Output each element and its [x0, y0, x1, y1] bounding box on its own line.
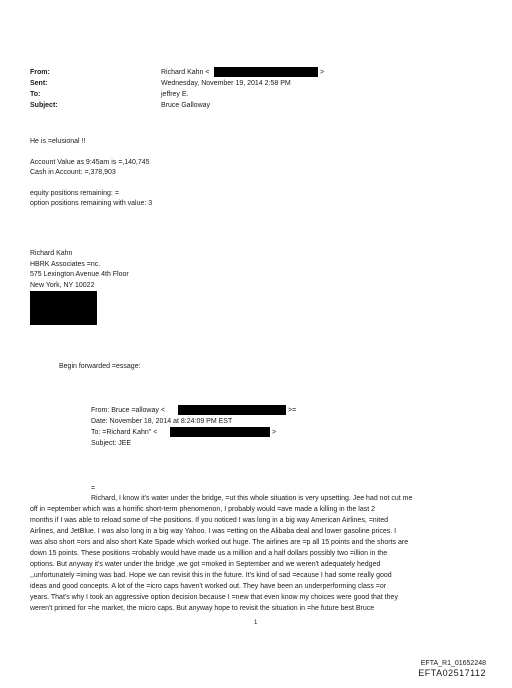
- forward-from-tail: >=: [288, 407, 297, 414]
- subject-value: Bruce Galloway: [161, 102, 211, 109]
- redaction-bar: [170, 427, 270, 437]
- subject-label: Subject:: [30, 102, 58, 109]
- forward-begin: Begin forwarded =essage:: [59, 363, 141, 370]
- account-value: Account Value as 9:45am is =,140,745: [30, 159, 150, 166]
- message-line: months if I was able to reload some of =he positions. If you noticed I was long in a big way American Airlines, =nited: [30, 517, 388, 524]
- signature-address: 575 Lexington Avenue 4th Floor: [30, 271, 129, 278]
- forward-from: From: Bruce =alloway <: [91, 407, 165, 414]
- message-line: options. But anyway it's water under the bridge ,we got =moked in September and we weren't adequately hedged: [30, 561, 381, 568]
- cash-in-account: Cash in Account: =,378,903: [30, 169, 116, 176]
- message-line: down 15 points. These positions =robably would have made us a million and a half dollars possibly two =illion in the: [30, 550, 388, 557]
- message-line: Airlines, and JetBlue. I was also long in a big way Yahoo. I was =etting on the Alibaba deal and lower gasoline prices. I: [30, 528, 397, 535]
- forward-date: Date: November 18, 2014 at 8:24:09 PM EST: [91, 418, 233, 425]
- from-value: Richard Kahn <: [161, 69, 210, 76]
- signature-name: Richard Kahn: [30, 250, 73, 257]
- sent-value: Wednesday, November 19, 2014 2:58 PM: [161, 80, 291, 87]
- from-tail: >: [320, 69, 325, 76]
- equity-positions: equity positions remaining: =: [30, 190, 119, 197]
- from-label: From:: [30, 69, 50, 76]
- forward-to: To: =Richard Kahn" <: [91, 429, 158, 436]
- body-line-1: He is =elusional !!: [30, 138, 86, 145]
- page-number: 1: [254, 620, 258, 626]
- message-line: ,,unfortunately =iming was bad. Hope we can revisit this in the future. It's kind of sad =ecause I had some really good: [30, 572, 392, 579]
- message-line: Richard, I know it's water under the bridge, =ut this whole situation is very upsetting. Jee had not cut me: [91, 495, 413, 502]
- message-line: off in =eptember which was a horrific short-term phenomenon, I probably would =ave made a killing in the last 2: [30, 506, 375, 513]
- message-line: years. That's why I took an aggressive option decision because I =new that even know my choices were good that they: [30, 594, 398, 601]
- signature-city: New York, NY 10022: [30, 282, 95, 289]
- redaction-bar: [214, 67, 318, 77]
- efta-id-2: EFTA02517112: [418, 668, 486, 678]
- redaction-bar: [178, 405, 286, 415]
- efta-id-1: EFTA_R1_01652248: [420, 660, 486, 667]
- to-value: jeffrey E.: [161, 91, 189, 98]
- forward-to-tail: >: [272, 429, 277, 436]
- signature-company: HBRK Associates =nc.: [30, 261, 101, 268]
- to-label: To:: [30, 91, 41, 98]
- forward-subject: Subject: JEE: [91, 440, 132, 447]
- message-line: was also short =ors and also short Kate Spade which worked out huge. The airlines are =p all 15 points and the shorts are: [30, 539, 409, 546]
- message-eq: =: [91, 485, 96, 492]
- option-positions: option positions remaining with value: 3: [30, 200, 153, 207]
- sent-label: Sent:: [30, 80, 48, 87]
- message-line: weren't primed for =he market, the micro caps. But anyway hope to revisit the situation in =he future best Bruce: [30, 605, 375, 612]
- redaction-bar: [30, 291, 97, 325]
- message-line: ideas and good concepts. A lot of the =icro caps haven't worked out. They have been an underperforming class =or: [30, 583, 387, 590]
